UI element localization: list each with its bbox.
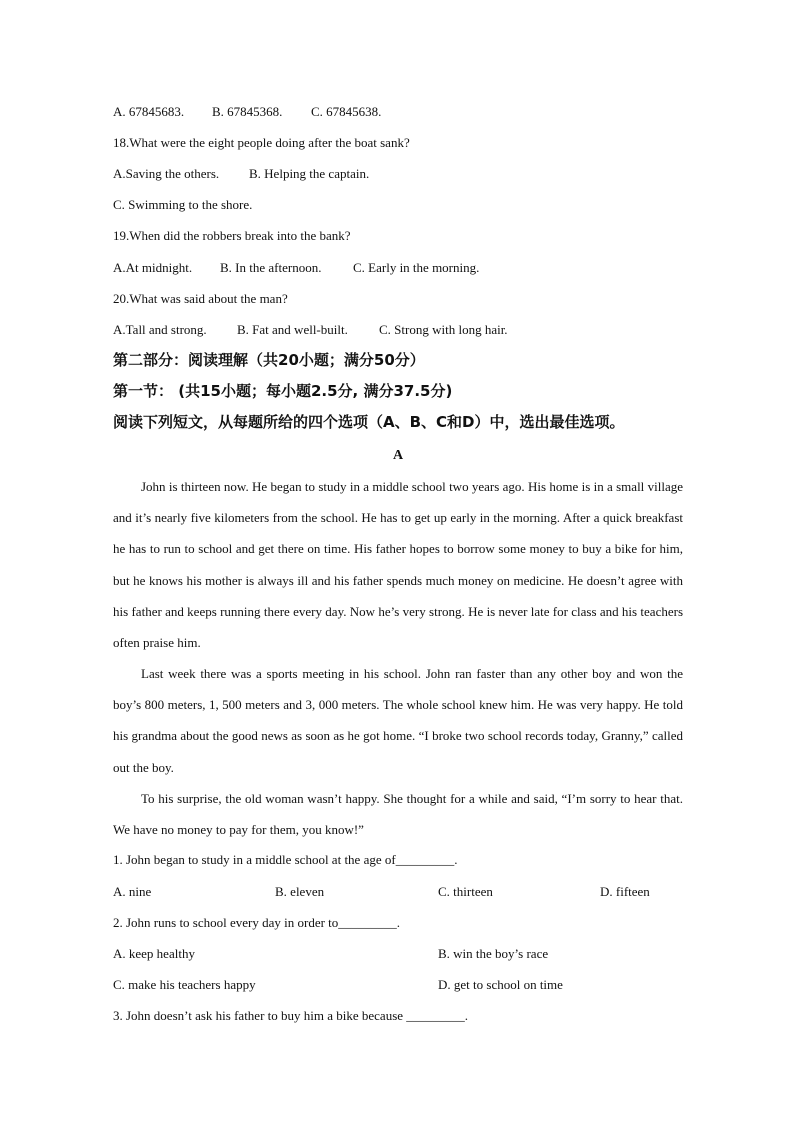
q17-option-c: C. 67845638. (311, 104, 382, 119)
question-1-option-a: A. nine (113, 884, 152, 899)
q17-option-b: B. 67845368. (212, 104, 283, 119)
q17-option-a: A. 67845683. (113, 104, 185, 119)
passage-paragraph-2: Last week there was a sports meeting in his school. John ran faster than any other boy and won the boy’s 800 meters, 1, 500 meters and 3, 000 meters. The whole school knew him. He was very happy. He told his grandma about the good news as soon as he got home. “I broke two school records today, Granny,” called out the boy. (113, 666, 683, 775)
question-1-stem: 1. John began to study in a middle school at the age of_________. (113, 852, 458, 867)
question-1-option-d: D. fifteen (600, 884, 650, 899)
passage-label: A (392, 448, 404, 463)
question-3-stem: 3. John doesn’t ask his father to buy him a bike because _________. (113, 1008, 469, 1023)
q18-option-a: A.Saving the others. (113, 166, 220, 181)
q18-stem: 18.What were the eight people doing after the boat sank? (113, 135, 410, 150)
q19-option-b: B. In the afternoon. (220, 260, 322, 275)
question-2-stem: 2. John runs to school every day in order to_________. (113, 915, 401, 930)
passage-paragraph-3: To his surprise, the old woman wasn’t happy. She thought for a while and said, “I’m sorry to hear that. We have no money to pay for them, you know!” (113, 791, 683, 838)
question-1-option-b: B. eleven (275, 884, 325, 899)
section-title: 第一节： (共15小题；每小题2.5分, 满分37.5分) (113, 382, 453, 400)
question-2-option-c: C. make his teachers happy (113, 977, 256, 992)
q19-option-a: A.At midnight. (113, 260, 193, 275)
q20-option-b: B. Fat and well-built. (237, 322, 348, 337)
passage-paragraph-1: John is thirteen now. He began to study in a middle school two years ago. His home is in a small village and it’s nearly five kilometers from the school. He has to get up early in the morning. After a quick breakfast he has to run to school and get there on time. His father hopes to borrow some money to buy a bike for him, but he knows his mother is always ill and his father spends much money on medicine. He doesn’t agree with his father and keeps running there every day. Now he’s very strong. He is never late for class and his teachers often praise him. (113, 479, 683, 651)
q18-option-c: C. Swimming to the shore. (113, 197, 253, 212)
question-2-option-d: D. get to school on time (438, 977, 563, 992)
instruction: 阅读下列短文，从每题所给的四个选项（A、B、C和D）中，选出最佳选项。 (113, 413, 625, 431)
question-2-option-b: B. win the boy’s race (438, 946, 549, 961)
question-1-option-c: C. thirteen (438, 884, 493, 899)
q20-stem: 20.What was said about the man? (113, 291, 288, 306)
q18-option-b: B. Helping the captain. (249, 166, 370, 181)
q19-stem: 19.When did the robbers break into the bank? (113, 228, 351, 243)
q19-option-c: C. Early in the morning. (353, 260, 480, 275)
q20-option-a: A.Tall and strong. (113, 322, 207, 337)
part-title: 第二部分：阅读理解（共20小题；满分50分） (113, 351, 425, 369)
q20-option-c: C. Strong with long hair. (379, 322, 508, 337)
question-2-option-a: A. keep healthy (113, 946, 195, 961)
